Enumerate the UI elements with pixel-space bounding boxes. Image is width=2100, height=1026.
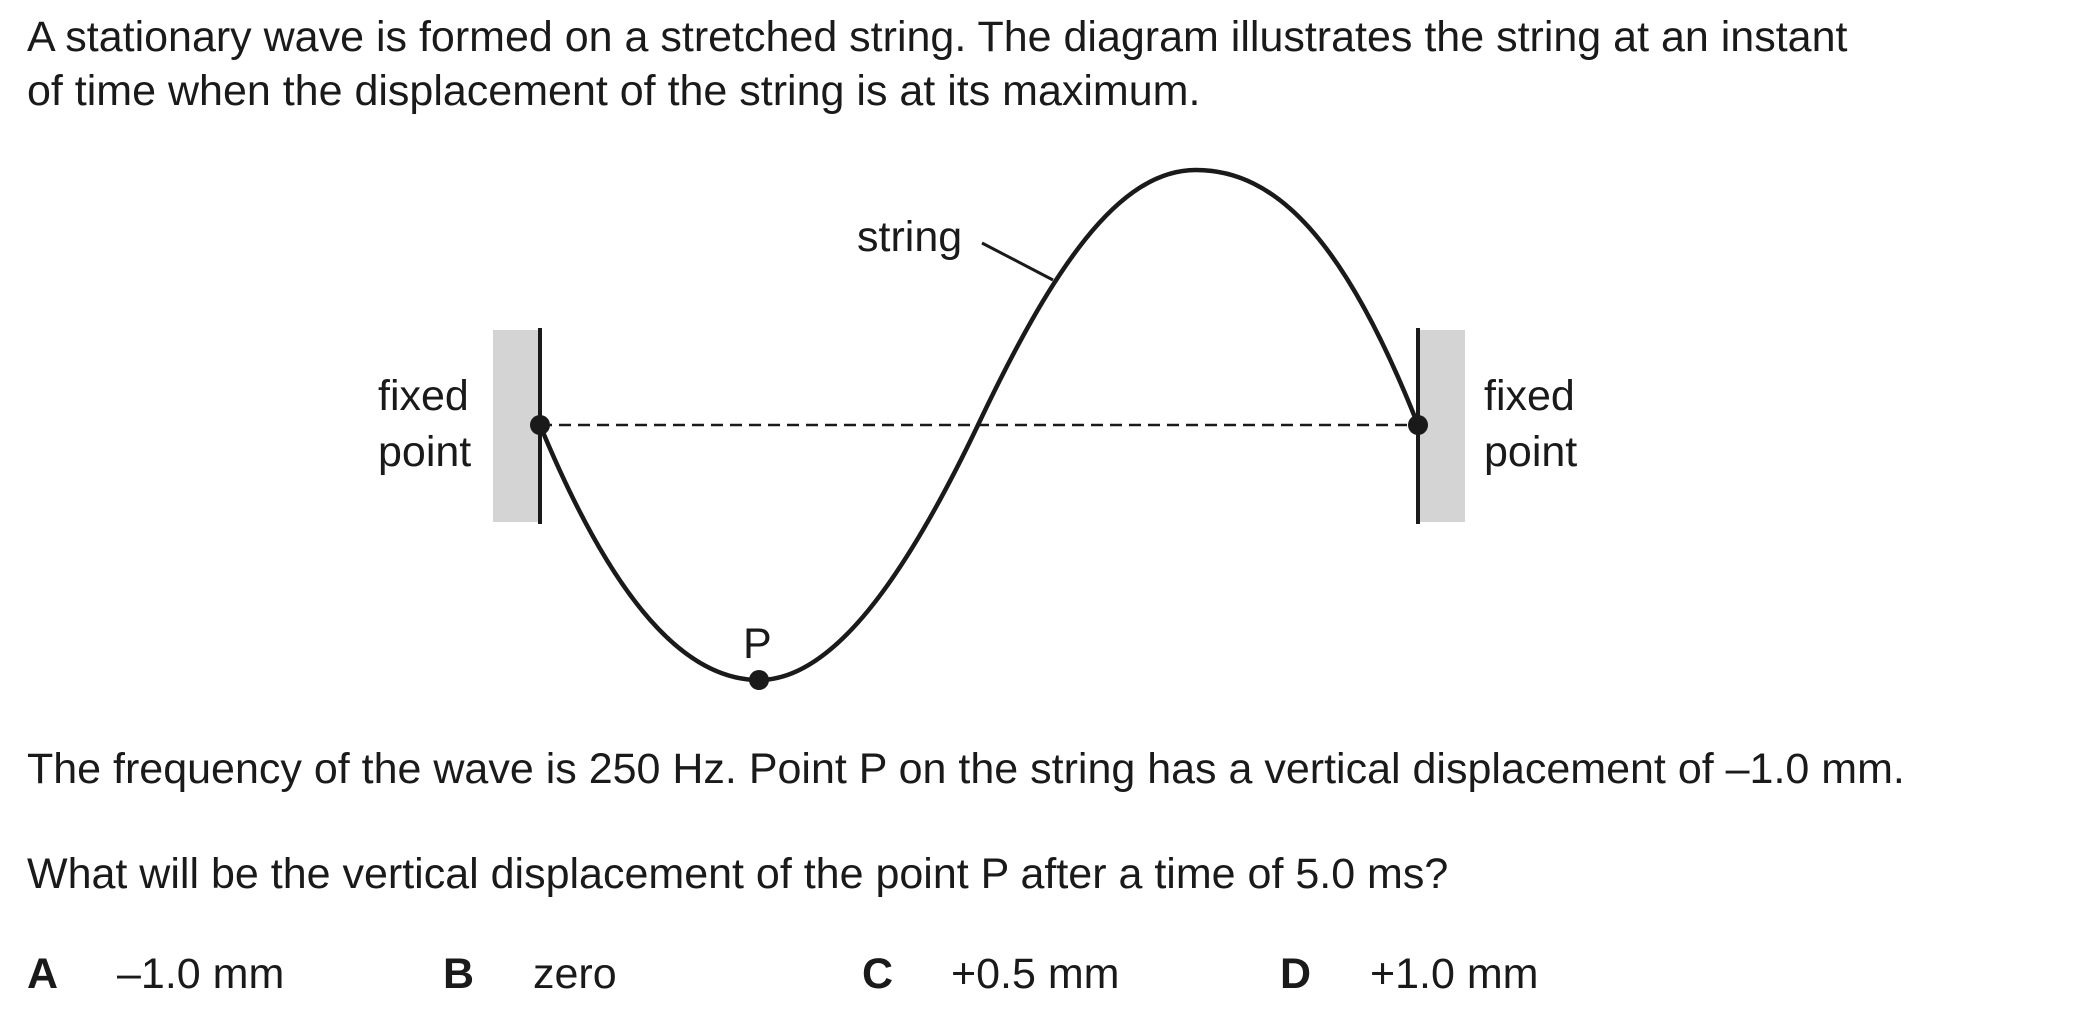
option-a-value: –1.0 mm	[117, 950, 285, 998]
right-fixed-label-line-2: point	[1484, 428, 1578, 476]
left-fixed-label-line-2: point	[378, 428, 472, 476]
string-label-leader	[982, 243, 1053, 280]
option-c-letter: C	[862, 950, 894, 998]
option-c-value: +0.5 mm	[951, 950, 1120, 998]
question-text: What will be the vertical displacement of the point P after a time of 5.0 ms?	[27, 850, 1449, 898]
string-label: string	[857, 213, 963, 261]
intro-text-line-1: A stationary wave is formed on a stretched string. The diagram illustrates the string at an instant	[27, 13, 1848, 61]
option-b-value: zero	[533, 950, 617, 998]
option-d-value: +1.0 mm	[1370, 950, 1539, 998]
point-p-dot	[749, 670, 769, 690]
point-p-label: P	[743, 620, 772, 668]
frequency-statement: The frequency of the wave is 250 Hz. Point P on the string has a vertical displacement of –1.0 mm.	[27, 745, 1905, 793]
left-fixed-label-line-1: fixed	[378, 372, 469, 420]
option-a-letter: A	[27, 950, 59, 998]
left-fixed-point-dot	[530, 415, 550, 435]
option-d-letter: D	[1280, 950, 1312, 998]
intro-text-line-2: of time when the displacement of the string is at its maximum.	[27, 67, 1201, 115]
option-b-letter: B	[443, 950, 475, 998]
right-fixed-point-dot	[1408, 415, 1428, 435]
right-fixed-label-line-1: fixed	[1484, 372, 1575, 420]
